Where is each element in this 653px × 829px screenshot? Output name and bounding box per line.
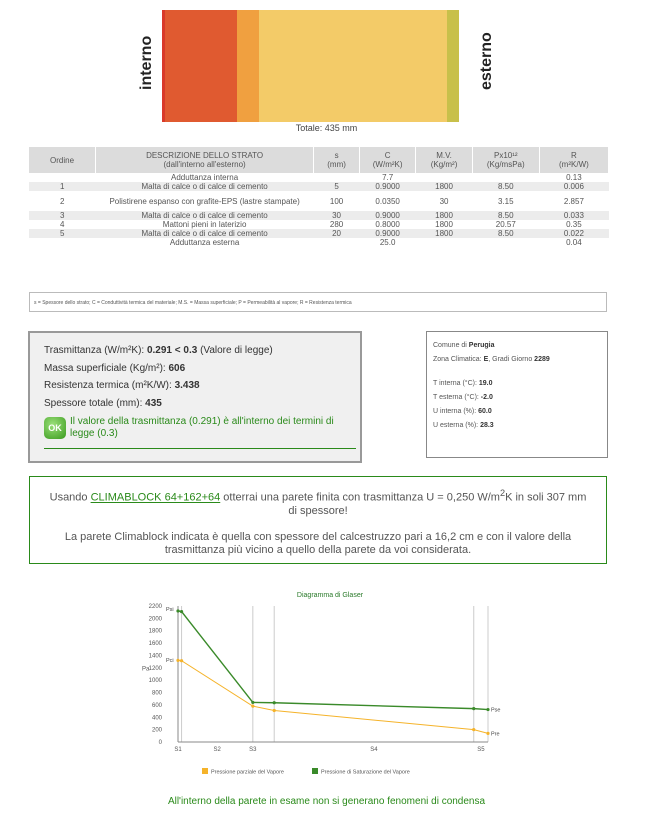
table-row	[29, 191, 609, 211]
series-point	[176, 659, 179, 662]
table-cell	[314, 173, 360, 182]
condensation-message: All'interno della parete in esame non si generano fenomeni di condensa	[167, 796, 486, 807]
column-header: s (mm)	[314, 147, 360, 173]
table-cell	[416, 173, 472, 182]
section-label: S2	[213, 747, 221, 753]
table-cell	[29, 238, 96, 247]
table-cell: 7.7	[382, 173, 394, 182]
y-tick-label: 0	[158, 740, 162, 746]
y-axis-label: Pa	[142, 666, 150, 673]
table-cell: 3	[29, 211, 96, 220]
summary-panel	[28, 331, 362, 463]
spessore-row: Spessore totale (mm): 435	[44, 397, 162, 409]
massa-row: Massa superficiale (Kg/m²): 606	[44, 362, 186, 374]
resistenza-row: Resistenza termica (m²K/W): 3.438	[44, 380, 200, 391]
table-cell: Malta di calce o di calce di cemento	[96, 229, 314, 238]
legend-label-1: Pressione parziale del Vapore	[211, 769, 284, 776]
table-cell: 0.35	[566, 220, 582, 229]
y-tick-label: 2000	[148, 616, 162, 623]
series-point	[273, 709, 276, 712]
table-row	[29, 229, 609, 238]
table-cell: 1800	[435, 220, 453, 229]
table-cell: Malta di calce o di calce di cemento	[96, 182, 314, 191]
chart-title: Diagramma di Glaser	[296, 592, 364, 599]
table-cell	[29, 173, 96, 182]
series-point	[251, 705, 254, 708]
column-header: Px10¹² (Kg/msPa)	[472, 147, 539, 173]
series-point	[251, 701, 254, 704]
table-cell: 0.9000	[359, 229, 415, 238]
table-row	[29, 220, 609, 229]
table-cell	[472, 173, 539, 182]
ok-message: Il valore della trasmittanza (0.291) è all'interno dei termini di legge (0.3)	[70, 416, 334, 439]
comune-row: Comune di Perugia	[433, 342, 495, 349]
table-cell: 0.13	[566, 173, 582, 182]
t-interna-row: T interna (°C): 19.0	[433, 380, 493, 387]
table-cell: 1800	[416, 229, 472, 238]
series-point	[180, 610, 183, 613]
table-cell: Adduttanza esterna	[169, 238, 240, 247]
series-point	[180, 659, 183, 662]
column-header: R (m²K/W)	[539, 147, 608, 173]
wall-layer-2	[165, 10, 237, 122]
column-header: M.V. (Kg/m²)	[416, 147, 472, 173]
t-esterna-row: T esterna (°C): -2.0	[433, 394, 493, 401]
table-cell: 20	[314, 229, 360, 238]
table-cell: 0.8000	[375, 220, 400, 229]
wall-section	[162, 10, 459, 122]
wall-layer-5	[447, 10, 459, 122]
legend-label-2: Pressione di Saturazione del Vapore	[321, 769, 410, 776]
table-cell	[314, 238, 360, 247]
table-row	[29, 211, 609, 220]
table-cell: 5	[29, 229, 96, 238]
y-tick-label: 2200	[148, 604, 162, 610]
table-cell: Polistirene espanso con grafite-EPS (lastre stampate)	[109, 196, 300, 206]
table-cell: 8.50	[472, 182, 539, 191]
table-cell: 8.50	[472, 211, 539, 220]
y-tick-label: 1800	[148, 628, 162, 635]
legend-swatch-1	[202, 768, 208, 774]
climablock-link[interactable]: CLIMABLOCK 64+162+64	[90, 491, 221, 504]
series-point	[486, 732, 489, 735]
y-tick-label: 600	[151, 702, 162, 709]
y-tick-label: 200	[151, 727, 162, 734]
suggestion-line: Usando CLIMABLOCK 64+162+64 otterrai una parete finita con trasmittanza U = 0,250 $W/m^2K$ in soli 307 mm di spessore!	[49, 488, 587, 517]
table-cell: 0.0350	[375, 196, 400, 206]
y-tick-label: 1400	[148, 653, 162, 660]
column-header: Ordine	[29, 147, 96, 173]
table-cell: 25.0	[379, 238, 396, 247]
table-cell: 0.04	[566, 238, 582, 247]
point-label-psi: Psi	[166, 607, 174, 614]
climablock-suggestion	[29, 476, 607, 564]
series-point	[472, 728, 475, 731]
table-legend: s = Spessore dello strato; C = Conduttività termica del materiale; M.S. = Massa superficiale; P = Permeabilità al vapore; R = Resistenza termica	[29, 292, 607, 312]
series-point	[176, 609, 179, 612]
wall-layer-3	[237, 10, 259, 122]
table-cell: 100	[329, 196, 344, 206]
y-tick-label: 1200	[148, 665, 162, 672]
total-thickness: Totale: 435 mm	[295, 123, 358, 133]
glaser-chart	[130, 585, 530, 780]
table-cell: 20.57	[495, 220, 516, 229]
climate-panel	[426, 331, 608, 458]
ok-check-icon: OK	[44, 417, 66, 439]
table-cell: Adduttanza interna	[171, 173, 239, 182]
point-label-pre: Pre	[491, 731, 500, 738]
table-cell: Malta di calce o di calce di cemento	[96, 211, 314, 220]
table-row	[29, 182, 609, 191]
table-cell: 30	[439, 196, 449, 206]
table-cell	[416, 238, 472, 247]
u-interna-row: U interna (%): 60.0	[433, 408, 492, 415]
series-line-2	[178, 611, 488, 710]
ok-divider	[44, 448, 356, 449]
table-cell: 1800	[416, 211, 472, 220]
table-cell: 4	[60, 220, 65, 229]
y-tick-label: 400	[151, 715, 162, 722]
section-label: S3	[249, 747, 257, 753]
table-cell: 2.857	[563, 196, 584, 206]
table-cell: 0.006	[539, 182, 608, 191]
layers-table	[29, 147, 609, 247]
table-cell: 1	[29, 182, 96, 191]
u-esterna-row: U esterna (%): 28.3	[433, 422, 494, 429]
section-label: S1	[174, 747, 182, 753]
esterno-label: esterno	[478, 32, 495, 90]
section-label: S5	[477, 747, 485, 753]
table-cell: 0.033	[539, 211, 608, 220]
column-header: C (W/m²K)	[359, 147, 415, 173]
zona-row: Zona Climatica: E, Gradi Giorno 2289	[433, 356, 550, 363]
table-cell: 1800	[416, 182, 472, 191]
interno-label: interno	[138, 35, 155, 90]
table-cell: 8.50	[472, 229, 539, 238]
series-line-1	[178, 660, 488, 733]
table-cell: Mattoni pieni in laterizio	[162, 220, 247, 229]
spessore-value: 435	[145, 397, 162, 409]
trasmittanza-row: Trasmittanza (W/m²K): 0.291 < 0.3 (Valore di legge)	[44, 345, 273, 356]
massa-value: 606	[168, 362, 186, 374]
trasmittanza-value: 0.291 < 0.3	[146, 345, 198, 356]
table-header-row	[29, 147, 609, 173]
table-row	[29, 238, 609, 247]
resistenza-value: 3.438	[174, 380, 200, 391]
y-tick-label: 1000	[148, 678, 162, 685]
table-cell: 0.9000	[359, 182, 415, 191]
table-cell: 3.15	[497, 196, 514, 206]
table-cell: 2	[60, 196, 65, 206]
y-tick-label: 1600	[148, 641, 162, 648]
table-row	[29, 173, 609, 182]
table-cell	[472, 238, 539, 247]
point-label-pci: Pci	[166, 657, 174, 664]
section-label: S4	[370, 747, 378, 753]
ok-message-line	[44, 416, 346, 440]
table-cell: 280	[329, 220, 344, 229]
wall-layer-4	[259, 10, 447, 122]
y-tick-label: 800	[151, 690, 162, 697]
series-point	[486, 708, 489, 711]
series-point	[472, 707, 475, 710]
table-cell: 0.9000	[359, 211, 415, 220]
legend-swatch-2	[312, 768, 318, 774]
suggestion-detail: La parete Climablock indicata è quella con spessore del calcestruzzo pari a 16,2 cm e con il valore della trasmittanza più vicino a quello della parete da voi considerata.	[64, 530, 572, 556]
table-cell: 5	[314, 182, 360, 191]
point-label-pse: Pse	[491, 707, 501, 714]
column-header: DESCRIZIONE DELLO STRATO (dall'interno all'esterno)	[96, 147, 314, 173]
series-point	[273, 701, 276, 704]
table-cell: 30	[314, 211, 360, 220]
table-cell: 0.022	[539, 229, 608, 238]
